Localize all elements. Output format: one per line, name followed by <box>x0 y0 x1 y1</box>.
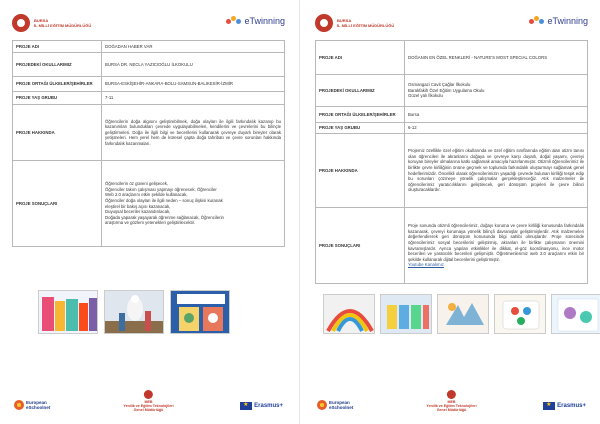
meb-emblem-icon <box>144 390 153 399</box>
etwinning-wordmark: eTwinning <box>244 16 285 26</box>
result-line: Öğrencilerin öz güveni gelişecek, <box>105 181 169 187</box>
result-line: Doğada yaparak yaşayarak öğrenme sağlanacak, Öğrencilerin <box>105 214 224 220</box>
meb-logo <box>315 14 394 32</box>
table-row <box>316 75 588 107</box>
project-table <box>12 40 285 247</box>
row-value: Projemiz özellikle özel eğitim okullarında ve özel eğitim sınıflarında eğitim alan otizm tanısı olan öğrencileri ile akranlarını doğaya ve çevreye karşı duyarlı, doğal yaşamı, çevreyi koruyan bireyler olmalarına katkı sağlamak amacıyla hazırlanmıştır. Otizmli öğrencilerimiz ile birlikte çevre kirliliğinin önüne geçmek ve toplumda farkındalık oluşturmayı sağlamak genel hedeflerimizdir. Öncelikli olarak öğrencilerimizin yaşadığı çevrede bulunan kirliliği tespit edip bu sorunları çözmeye yönelik çalışmalar gerçekleştireceğiz. Atık malzemeler ile öğrencilerimiz yaratıcılıklarını geliştirecek, geri dönüşüm projeleri ile çevre bilinci oluşturacaklardır. <box>405 134 588 208</box>
table-row <box>13 53 285 77</box>
meb-seal-icon <box>315 14 333 32</box>
meb-emblem-icon <box>447 390 456 399</box>
result-line: Öğrenciler takım çalışması yapmayı öğrenecek, Öğrenciler <box>105 186 217 192</box>
row-label: PROJE HAKKINDA <box>316 134 405 208</box>
es-line-2: eSchoolnet <box>26 405 51 410</box>
es-line-1: European <box>26 400 47 405</box>
page-footer <box>303 388 600 418</box>
table-row <box>316 107 588 123</box>
es-line-1: European <box>329 400 350 405</box>
table-row <box>316 123 588 134</box>
project-photo <box>170 290 230 334</box>
es-line-2: eSchoolnet <box>329 405 354 410</box>
row-value <box>102 161 285 247</box>
project-photo <box>380 294 432 334</box>
results-text: Proje sonunda otizmli öğrencilerimiz, doğayı koruma ve çevre kirliliği konusunda farkındalık kazanarak, çevreyi korumaya yönelik bilinçli davranışlar geliştirmişlerdir. Atık malzemeleri değerlendirerek geri dönüşüm konusunda bilgi sahibi olmuşlardır. Proje sürecinde öğrencilerimiz sosyal becerilerini geliştirmiş, akranları ile birlikte çalışmanın önemini kavramışlardır. Ayrıca yapılan etkinlikler ile dikkat, el-göz koordinasyonu, ince motor becerileri ve yaratıcılık becerileri gelişmiştir. Öğretmenlerimiz web 2.0 araçlarını etkin bir şekilde kullanarak dijital becerilerini geliştirmiştir. <box>408 223 584 262</box>
project-table <box>315 40 588 284</box>
yegitek-line-1: MEB <box>144 400 153 404</box>
row-value: 6-12 <box>405 123 588 134</box>
table-row <box>13 105 285 161</box>
yegitek-line-2: Yenilik ve Eğitim Teknolojileri <box>426 404 477 409</box>
row-label: PROJE ORTAĞI ÜLKELER/ŞEHİRLER <box>316 107 405 123</box>
table-row <box>316 41 588 75</box>
row-label: PROJE ADI <box>13 41 102 53</box>
table-row <box>13 77 285 92</box>
row-value: DOĞANIN EN ÖZEL RENKLERİ - NATURE'S MOST SPECIAL COLORS <box>405 41 588 75</box>
row-value: Bursa <box>405 107 588 123</box>
meb-logo <box>12 14 91 32</box>
erasmus-logo <box>543 402 586 410</box>
etwinning-dots-icon <box>226 16 242 26</box>
row-label: PROJE YAŞ GRUBU <box>13 92 102 105</box>
row-value: BURSA DR. NECLA YAZICIOĞLU İLKOKULU <box>102 53 285 77</box>
european-schoolnet-logo <box>14 400 50 410</box>
erasmus-wordmark: Erasmus+ <box>254 403 283 409</box>
project-photo <box>551 294 600 334</box>
etwinning-logo <box>226 16 285 26</box>
meb-seal-icon <box>12 14 30 32</box>
row-label: PROJE SONUÇLARI <box>13 161 102 247</box>
yegitek-logo <box>426 390 476 413</box>
row-value <box>405 208 588 284</box>
erasmus-wordmark: Erasmus+ <box>557 403 586 409</box>
yegitek-line-1: MEB <box>447 400 456 404</box>
yegitek-line-3: Genel Müdürlüğü <box>133 408 164 413</box>
row-value: Öğrencilerin doğa algısını geliştirebilmek, doğa olayları ile ilgili farkındalık kazanıp bu kazanımları bulundukları çevrede uygulayabilmeleri, kendilerini ve çevrelerini bu bilinçle geliştirmeleri. Doğa ile ilgili bilgi ve becerilerini kullanarak çevreye duyarlı bireyler olarak yetişmeleri. Hem yerel hem de küresel çapta doğa tahribatı ve çevre sorunları hakkında farkındalık kazanmaları. <box>102 105 285 161</box>
etwinning-wordmark: eTwinning <box>547 16 588 26</box>
meb-line-2: İL MİLLİ EĞİTİM MÜDÜRLÜĞÜ <box>34 23 92 28</box>
row-label: PROJE YAŞ GRUBU <box>316 123 405 134</box>
project-photo <box>437 294 489 334</box>
result-line: Duyuşsal beceriler kazandırılacak, <box>105 209 171 215</box>
result-line: eleştirel bir bakış açısı kazanacak, <box>105 203 171 209</box>
row-value: DOĞADAN HABER VAR <box>102 41 285 53</box>
row-value: 7-11 <box>102 92 285 105</box>
project-photo <box>494 294 546 334</box>
row-value <box>405 75 588 107</box>
page-header <box>0 8 297 36</box>
photo-strip <box>323 294 600 334</box>
yegitek-line-3: Genel Müdürlüğü <box>436 408 467 413</box>
school-line: Osmangazi Cavit Çağlar İlkokulu <box>408 82 471 88</box>
table-row <box>316 134 588 208</box>
project-photo <box>38 290 98 334</box>
result-line: araştırma ve gözlem yetenekleri geliştirilecektir. <box>105 220 196 226</box>
table-row <box>13 41 285 53</box>
left-page <box>0 0 297 424</box>
etwinning-dots-icon <box>529 16 545 26</box>
table-row <box>13 92 285 105</box>
eu-flag-icon <box>240 402 252 410</box>
page-footer <box>0 388 297 418</box>
schoolnet-star-icon <box>317 400 327 410</box>
table-row <box>13 161 285 247</box>
yegitek-line-2: Yenilik ve Eğitim Teknolojileri <box>123 404 174 409</box>
result-line: Öğrenciler doğa olayları ile ilgili neden – sonuç ilişkisi kuranak <box>105 197 223 203</box>
result-line: Web 2.0 araçlarını etkin şekilde kullanacak, <box>105 192 188 198</box>
row-label: PROJE ADI <box>316 41 405 75</box>
table-row <box>316 208 588 284</box>
erasmus-logo <box>240 402 283 410</box>
row-value: BURSA-ESKİŞEHİR-ANKARA-BOLU-SAMSUN-BALIKESİR-İZMİR <box>102 77 285 92</box>
page-divider <box>299 0 300 424</box>
etwinning-logo <box>529 16 588 26</box>
meb-line-1: BURSA <box>34 18 49 23</box>
school-line: Güzel yalı İlkokulu <box>408 93 443 99</box>
meb-line-2: İL MİLLİ EĞİTİM MÜDÜRLÜĞÜ <box>337 23 395 28</box>
page-header <box>303 8 600 36</box>
schoolnet-star-icon <box>14 400 24 410</box>
row-label: PROJEDEKİ OKULLARIMIZ <box>13 53 102 77</box>
row-label: PROJE ORTAĞI ÜLKELER/ŞEHİRLER <box>13 77 102 92</box>
photo-strip <box>38 290 230 334</box>
project-photo <box>323 294 375 334</box>
european-schoolnet-logo <box>317 400 353 410</box>
yegitek-logo <box>123 390 173 413</box>
row-label: PROJE HAKKINDA <box>13 105 102 161</box>
school-line: Barakfakih Özel Eğitim Uygulama Okulu <box>408 87 485 93</box>
youtube-channel-link[interactable]: Youtube Kanalımız <box>408 262 444 268</box>
project-photo <box>104 290 164 334</box>
meb-line-1: BURSA <box>337 18 352 23</box>
eu-flag-icon <box>543 402 555 410</box>
right-page <box>303 0 600 424</box>
row-label: PROJEDEKİ OKULLARIMIZ <box>316 75 405 107</box>
row-label: PROJE SONUÇLARI <box>316 208 405 284</box>
